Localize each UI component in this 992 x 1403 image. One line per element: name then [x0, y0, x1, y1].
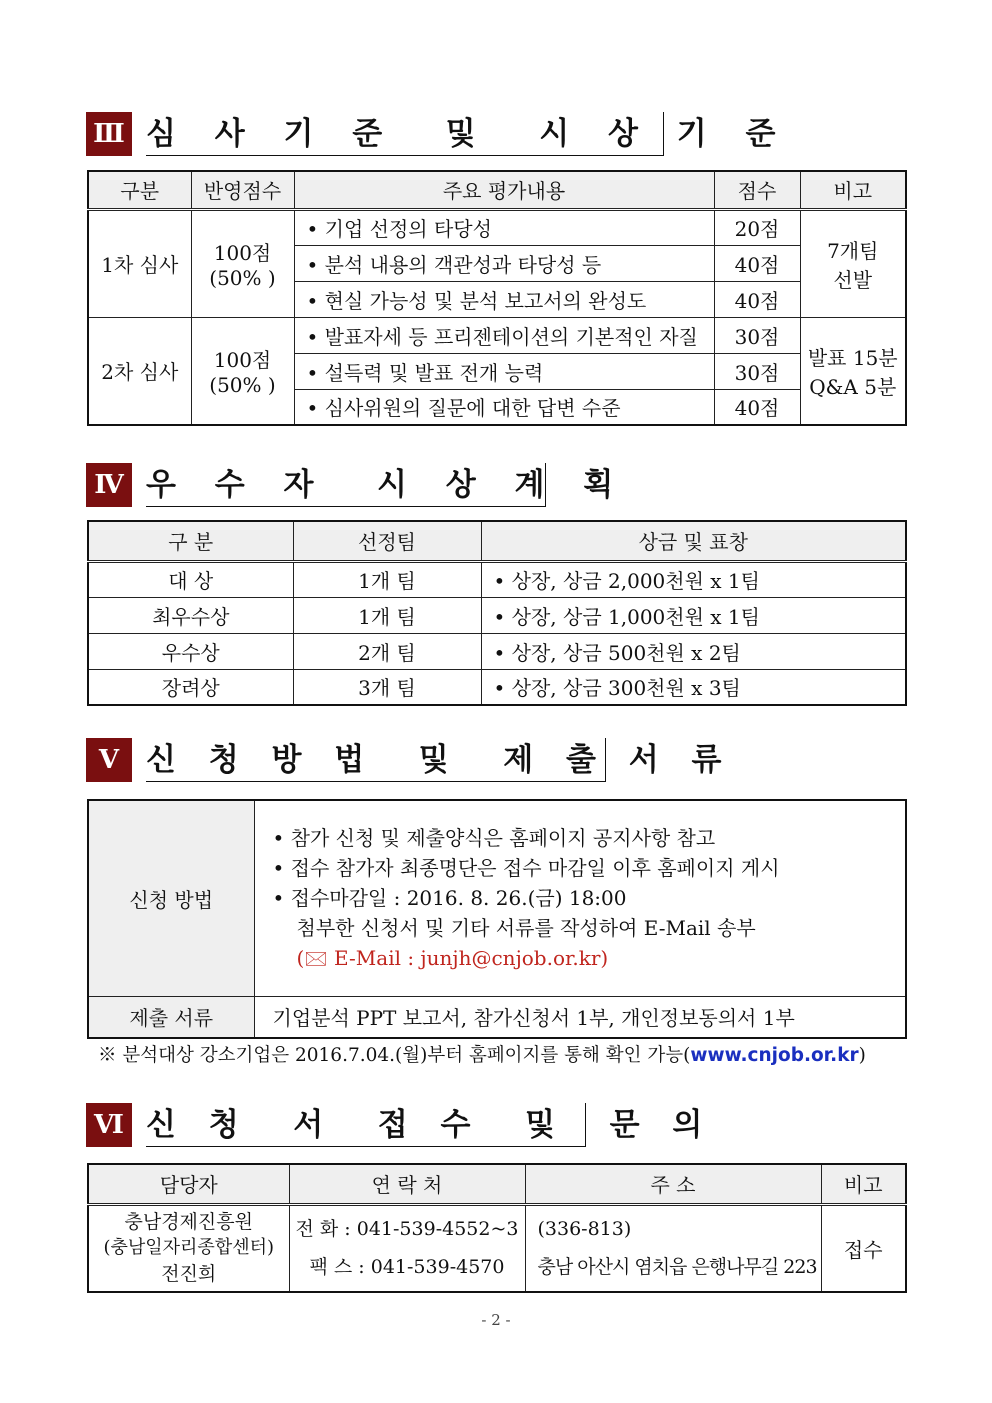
award-prize: • 상장, 상금 300천원 x 3팀: [481, 669, 906, 705]
criteria-header-weight: 반영점수: [191, 171, 294, 209]
award-name: 우수상: [88, 633, 293, 669]
round2-score-2: 30점: [714, 353, 800, 389]
docs-label: 제출 서류: [88, 996, 254, 1038]
criteria-header-category: 구분: [88, 171, 191, 209]
round1-item-1: • 기업 선정의 타당성: [294, 209, 714, 245]
contact-header-note: 비고: [821, 1164, 906, 1204]
round1-weight: 100점 (50% ): [191, 209, 294, 317]
contact-header-phone: 연 락 처: [289, 1164, 525, 1204]
round2-item-3: • 심사위원의 질문에 대한 답변 수준: [294, 389, 714, 425]
table-row: [88, 209, 906, 245]
method-line: • 접수마감일 : 2016. 8. 26.(금) 18:00: [273, 883, 906, 913]
round2-score-3: 40점: [714, 389, 800, 425]
section-5-numeral: Ⅴ: [86, 738, 132, 782]
criteria-header-score: 점수: [714, 171, 800, 209]
table-row: [88, 669, 906, 705]
awards-header-category: 구 분: [88, 521, 293, 561]
round2-label: 2차 심사: [88, 317, 191, 425]
section-5-title: 신 청 방 법 및 제 출 서 류: [146, 738, 606, 782]
criteria-header-note: 비고: [800, 171, 906, 209]
method-sub: 첨부한 신청서 및 기타 서류를 작성하여 E-Mail 송부: [296, 916, 756, 941]
table-row: [88, 1204, 906, 1292]
contact-phone-fax: [289, 1204, 525, 1292]
section-3-title: 심 사 기 준 및 시 상 기 준: [146, 112, 664, 156]
awards-header-teams: 선정팀: [293, 521, 481, 561]
round2-item-1: • 발표자세 등 프리젠테이션의 기본적인 자질: [294, 317, 714, 353]
table-row: [88, 800, 906, 996]
section-6-numeral: Ⅵ: [86, 1103, 132, 1147]
email-line: (🖂 E-Mail : junjh@cnjob.or.kr): [296, 946, 609, 971]
section-3-numeral: Ⅲ: [86, 112, 132, 156]
award-name: 최우수상: [88, 597, 293, 633]
table-row: [88, 996, 906, 1038]
table-row: [88, 597, 906, 633]
zip-code: (336-813): [537, 1218, 632, 1241]
round1-score-3: 40점: [714, 281, 800, 317]
award-prize: • 상장, 상금 500천원 x 2팀: [481, 633, 906, 669]
award-prize: • 상장, 상금 1,000천원 x 1팀: [481, 597, 906, 633]
application-table: [87, 799, 907, 1039]
contact-header-row: [88, 1164, 906, 1204]
contact-note: 접수: [821, 1204, 906, 1292]
awards-table: [87, 520, 907, 706]
round1-label: 1차 심사: [88, 209, 191, 317]
contact-person: 충남경제진흥원 (충남일자리종합센터) 전진희: [88, 1204, 289, 1292]
section-6-title: 신 청 서 접 수 및 문 의: [146, 1103, 586, 1147]
contact-table: [87, 1163, 907, 1293]
round1-note: 7개팀 선발: [800, 209, 906, 317]
section-4-numeral: Ⅳ: [86, 463, 132, 507]
award-teams: 2개 팀: [293, 633, 481, 669]
method-content: [254, 800, 906, 996]
contact-address: [525, 1204, 821, 1292]
awards-header-prize: 상금 및 표창: [481, 521, 906, 561]
table-row: [88, 561, 906, 597]
round2-weight: 100점 (50% ): [191, 317, 294, 425]
contact-header-address: 주 소: [525, 1164, 821, 1204]
award-name: 장려상: [88, 669, 293, 705]
street-address: 충남 아산시 염치읍 은행나무길 223: [537, 1256, 817, 1279]
application-note: ※ 분석대상 강소기업은 2016.7.04.(월)부터 홈페이지를 통해 확인 가능(www.cnjob.or.kr): [98, 1045, 866, 1066]
method-label: 신청 방법: [88, 800, 254, 996]
criteria-table: [87, 170, 907, 426]
round1-item-2: • 분석 내용의 객관성과 타당성 등: [294, 245, 714, 281]
awards-header-row: [88, 521, 906, 561]
award-teams: 3개 팀: [293, 669, 481, 705]
round2-score-1: 30점: [714, 317, 800, 353]
phone-number: 전 화 : 041-539-4552~3: [295, 1218, 519, 1241]
award-teams: 1개 팀: [293, 597, 481, 633]
round1-score-2: 40점: [714, 245, 800, 281]
criteria-header-content: 주요 평가내용: [294, 171, 714, 209]
award-prize: • 상장, 상금 2,000천원 x 1팀: [481, 561, 906, 597]
table-row: [88, 317, 906, 353]
round1-item-3: • 현실 가능성 및 분석 보고서의 완성도: [294, 281, 714, 317]
award-name: 대 상: [88, 561, 293, 597]
section-4-title: 우 수 자 시 상 계 획: [146, 463, 546, 507]
table-row: [88, 633, 906, 669]
contact-header-person: 담당자: [88, 1164, 289, 1204]
page-number: - 2 -: [481, 1311, 511, 1329]
method-line: • 접수 참가자 최종명단은 접수 마감일 이후 홈페이지 게시: [273, 853, 906, 883]
round2-note: 발표 15분 Q&A 5분: [800, 317, 906, 425]
fax-number: 팩 스 : 041-539-4570: [309, 1256, 505, 1279]
method-line: • 참가 신청 및 제출양식은 홈페이지 공지사항 참고: [273, 823, 906, 853]
website-link[interactable]: www.cnjob.or.kr: [690, 1045, 859, 1066]
round1-score-1: 20점: [714, 209, 800, 245]
award-teams: 1개 팀: [293, 561, 481, 597]
docs-text: 기업분석 PPT 보고서, 참가신청서 1부, 개인정보동의서 1부: [254, 996, 906, 1038]
round2-item-2: • 설득력 및 발표 전개 능력: [294, 353, 714, 389]
criteria-header-row: [88, 171, 906, 209]
